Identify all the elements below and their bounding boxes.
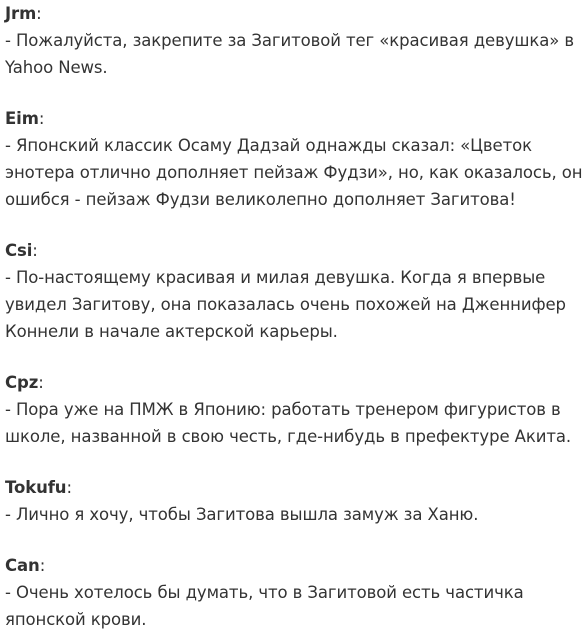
comment-author: Cpz <box>5 373 39 392</box>
comment-text: - По-настоящему красивая и милая девушка. Когда я впервые увидел Загитову, она показалась очень похожей на Дженнифер Коннели в начале актерской карьеры. <box>5 268 566 341</box>
comment-author: Can <box>5 556 40 575</box>
comment-author-line <box>5 474 588 501</box>
author-separator: : <box>66 478 72 497</box>
comment-author-line <box>5 0 588 27</box>
comment-author-line <box>5 105 588 132</box>
comment-text: - Пожалуйста, закрепите за Загитовой тег «красивая девушка» в Yahoo News. <box>5 31 575 77</box>
author-separator: : <box>38 373 44 392</box>
comment-item <box>5 237 588 345</box>
comment-author: Tokufu <box>5 478 67 497</box>
comment-author: Jrm <box>5 4 37 23</box>
comment-item <box>5 474 588 528</box>
comment-item <box>5 0 588 81</box>
comment-text: - Лично я хочу, чтобы Загитова вышла замуж за Ханю. <box>5 505 479 524</box>
comment-author: Eim <box>5 109 39 128</box>
comment-text: - Пора уже на ПМЖ в Японию: работать тренером фигуристов в школе, названной в свою честь, где-нибудь в префектуре Акита. <box>5 400 571 446</box>
author-separator: : <box>32 241 38 260</box>
author-separator: : <box>38 109 45 128</box>
comment-item <box>5 369 588 450</box>
author-separator: : <box>36 4 42 23</box>
comment-author-line <box>5 369 588 396</box>
author-separator: : <box>39 556 46 575</box>
comment-author-line <box>5 552 588 579</box>
comment-text: - Японский классик Осаму Дадзай однажды сказал: «Цветок энотера отлично дополняет пейзаж Фудзи», но, как оказалось, он ошибся - пейзаж Фудзи великолепно дополняет Загитова! <box>5 136 583 209</box>
comment-author-line <box>5 237 588 264</box>
comment-text: - Очень хотелось бы думать, что в Загитовой есть частичка японской крови. <box>5 583 524 629</box>
comment-item <box>5 105 588 213</box>
comment-item <box>5 552 588 633</box>
comment-author: Csi <box>5 241 33 260</box>
